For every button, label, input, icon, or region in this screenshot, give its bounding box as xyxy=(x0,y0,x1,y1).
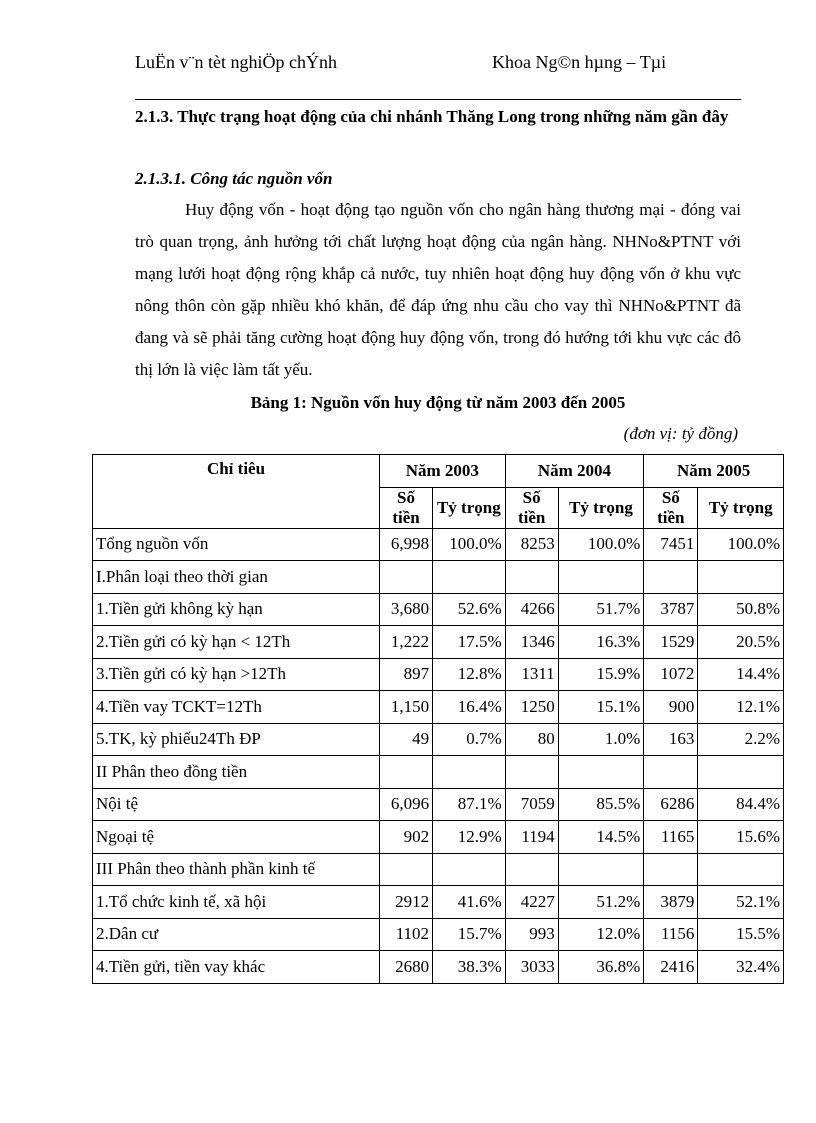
row-label: Tổng nguồn vốn xyxy=(93,528,380,561)
amount-cell: 1102 xyxy=(380,918,433,951)
capital-table xyxy=(92,454,784,984)
year-header-2004: Năm 2004 xyxy=(505,455,644,488)
sub-header-share: Tỷ trọng xyxy=(433,487,506,528)
share-cell: 15.9% xyxy=(558,658,644,691)
share-cell: 87.1% xyxy=(433,788,506,821)
amount-cell: 1311 xyxy=(505,658,558,691)
table-row xyxy=(93,723,784,756)
amount-cell: 6,096 xyxy=(380,788,433,821)
amount-cell: 6286 xyxy=(644,788,698,821)
amount-cell: 49 xyxy=(380,723,433,756)
amount-cell: 897 xyxy=(380,658,433,691)
amount-cell: 1165 xyxy=(644,821,698,854)
amount-cell xyxy=(380,561,433,594)
sub-header-amount: Số tiền xyxy=(644,487,698,528)
share-cell: 52.1% xyxy=(698,886,784,919)
col-header-label: Chỉ tiêu xyxy=(93,455,380,529)
header-left: LuËn v¨n tèt nghiÖp chÝnh xyxy=(135,52,337,72)
share-cell: 17.5% xyxy=(433,626,506,659)
share-cell: 100.0% xyxy=(698,528,784,561)
share-cell xyxy=(558,756,644,789)
amount-cell xyxy=(644,756,698,789)
share-cell: 12.8% xyxy=(433,658,506,691)
share-cell xyxy=(558,561,644,594)
amount-cell: 80 xyxy=(505,723,558,756)
share-cell: 16.3% xyxy=(558,626,644,659)
row-label: 4.Tiền gửi, tiền vay khác xyxy=(93,951,380,984)
share-cell: 16.4% xyxy=(433,691,506,724)
amount-cell: 1250 xyxy=(505,691,558,724)
share-cell xyxy=(698,561,784,594)
sub-header-share: Tỷ trọng xyxy=(558,487,644,528)
table-row xyxy=(93,658,784,691)
section-title: 2.1.3. Thực trạng hoạt động của chi nhánh Thăng Long trong những năm gần đây xyxy=(135,107,729,126)
amount-cell: 3,680 xyxy=(380,593,433,626)
share-cell xyxy=(433,561,506,594)
amount-cell: 1156 xyxy=(644,918,698,951)
share-cell: 1.0% xyxy=(558,723,644,756)
share-cell: 15.1% xyxy=(558,691,644,724)
row-label: 4.Tiền vay TCKT=12Th xyxy=(93,691,380,724)
table-row xyxy=(93,918,784,951)
amount-cell: 4227 xyxy=(505,886,558,919)
share-cell: 2.2% xyxy=(698,723,784,756)
share-cell: 12.0% xyxy=(558,918,644,951)
amount-cell: 1346 xyxy=(505,626,558,659)
amount-cell: 1,222 xyxy=(380,626,433,659)
share-cell xyxy=(433,853,506,886)
table-row xyxy=(93,691,784,724)
share-cell: 20.5% xyxy=(698,626,784,659)
share-cell: 15.7% xyxy=(433,918,506,951)
amount-cell: 1529 xyxy=(644,626,698,659)
row-label: 2.Tiền gửi có kỳ hạn < 12Th xyxy=(93,626,380,659)
table-row xyxy=(93,951,784,984)
share-cell: 15.5% xyxy=(698,918,784,951)
header-right: Khoa Ng©n hµng – Tµi xyxy=(492,52,667,72)
share-cell: 51.7% xyxy=(558,593,644,626)
amount-cell: 7059 xyxy=(505,788,558,821)
row-label: Nội tệ xyxy=(93,788,380,821)
amount-cell: 8253 xyxy=(505,528,558,561)
amount-cell: 2680 xyxy=(380,951,433,984)
year-header-2003: Năm 2003 xyxy=(380,455,506,488)
amount-cell: 4266 xyxy=(505,593,558,626)
table-row xyxy=(93,821,784,854)
table-title: Bảng 1: Nguồn vốn huy động từ năm 2003 đến 2005 xyxy=(250,393,626,412)
table-row xyxy=(93,788,784,821)
share-cell: 84.4% xyxy=(698,788,784,821)
amount-cell xyxy=(505,756,558,789)
share-cell: 14.5% xyxy=(558,821,644,854)
row-label: Ngoại tệ xyxy=(93,821,380,854)
share-cell: 36.8% xyxy=(558,951,644,984)
amount-cell: 3033 xyxy=(505,951,558,984)
amount-cell: 163 xyxy=(644,723,698,756)
amount-cell: 6,998 xyxy=(380,528,433,561)
share-cell: 0.7% xyxy=(433,723,506,756)
row-label: II Phân theo đồng tiền xyxy=(93,756,380,789)
amount-cell xyxy=(380,853,433,886)
share-cell xyxy=(433,756,506,789)
row-label: 1.Tiền gửi không kỳ hạn xyxy=(93,593,380,626)
share-cell: 12.9% xyxy=(433,821,506,854)
amount-cell: 900 xyxy=(644,691,698,724)
table-row xyxy=(93,626,784,659)
share-cell: 51.2% xyxy=(558,886,644,919)
share-cell: 50.8% xyxy=(698,593,784,626)
share-cell: 52.6% xyxy=(433,593,506,626)
amount-cell xyxy=(644,561,698,594)
amount-cell xyxy=(505,853,558,886)
share-cell: 41.6% xyxy=(433,886,506,919)
sub-header-amount: Số tiền xyxy=(380,487,433,528)
share-cell: 100.0% xyxy=(433,528,506,561)
table-row xyxy=(93,561,784,594)
year-header-2005: Năm 2005 xyxy=(644,455,784,488)
sub-header-amount: Số tiền xyxy=(505,487,558,528)
share-cell: 32.4% xyxy=(698,951,784,984)
amount-cell: 902 xyxy=(380,821,433,854)
amount-cell xyxy=(644,853,698,886)
row-label: I.Phân loại theo thời gian xyxy=(93,561,380,594)
amount-cell xyxy=(380,756,433,789)
share-cell xyxy=(698,853,784,886)
share-cell: 85.5% xyxy=(558,788,644,821)
table-row xyxy=(93,853,784,886)
share-cell xyxy=(698,756,784,789)
amount-cell: 7451 xyxy=(644,528,698,561)
table-row xyxy=(93,886,784,919)
table-row xyxy=(93,528,784,561)
share-cell: 14.4% xyxy=(698,658,784,691)
amount-cell: 2912 xyxy=(380,886,433,919)
amount-cell: 1,150 xyxy=(380,691,433,724)
row-label: III Phân theo thành phần kinh tế xyxy=(93,853,380,886)
share-cell: 100.0% xyxy=(558,528,644,561)
table-row xyxy=(93,593,784,626)
row-label: 2.Dân cư xyxy=(93,918,380,951)
table-unit: (đơn vị: tỷ đồng) xyxy=(623,424,738,443)
table-row xyxy=(93,756,784,789)
amount-cell: 2416 xyxy=(644,951,698,984)
amount-cell: 3787 xyxy=(644,593,698,626)
share-cell: 12.1% xyxy=(698,691,784,724)
share-cell: 38.3% xyxy=(433,951,506,984)
sub-header-share: Tỷ trọng xyxy=(698,487,784,528)
row-label: 5.TK, kỳ phiếu24Th ĐP xyxy=(93,723,380,756)
amount-cell: 1194 xyxy=(505,821,558,854)
share-cell xyxy=(558,853,644,886)
amount-cell: 3879 xyxy=(644,886,698,919)
row-label: 1.Tổ chức kinh tế, xã hội xyxy=(93,886,380,919)
amount-cell xyxy=(505,561,558,594)
amount-cell: 1072 xyxy=(644,658,698,691)
amount-cell: 993 xyxy=(505,918,558,951)
row-label: 3.Tiền gửi có kỳ hạn >12Th xyxy=(93,658,380,691)
share-cell: 15.6% xyxy=(698,821,784,854)
subsection-title: 2.1.3.1. Công tác nguồn vốn xyxy=(135,169,333,188)
body-paragraph: Huy động vốn - hoạt động tạo nguồn vốn cho ngân hàng thương mại - đóng vai trò quan trọng, ảnh hưởng tới chất lượng hoạt động của ngân hàng. NHNo&PTNT với mạng lưới hoạt động rộng khắp cả nước, tuy nhiên hoạt động huy động vốn ở khu vực nông thôn còn gặp nhiều khó khăn, để đáp ứng nhu cầu cho vay thì NHNo&PTNT đã đang và sẽ phải tăng cường hoạt động huy động vốn, trong đó hướng tới khu vực các đô thị lớn là việc làm tất yếu. xyxy=(135,200,741,379)
